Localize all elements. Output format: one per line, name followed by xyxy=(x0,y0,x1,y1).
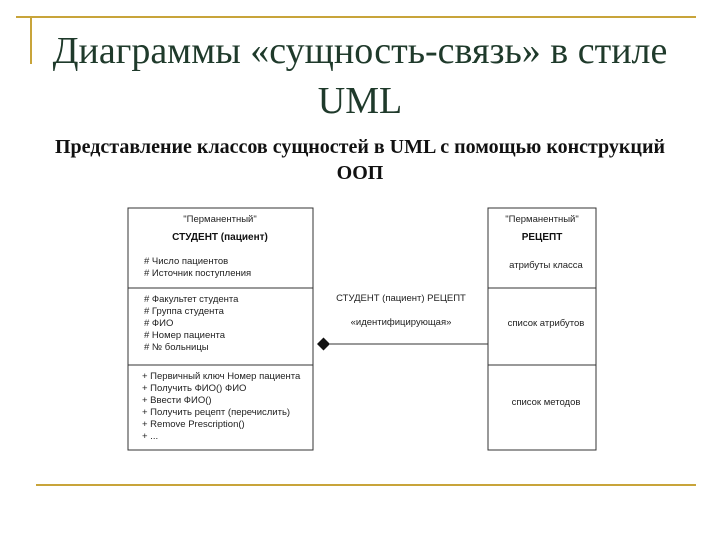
composition-diamond xyxy=(317,338,330,351)
student-attr: # Факультет студента xyxy=(144,294,239,305)
recipe-section-methods: список методов xyxy=(511,397,581,408)
recipe-class-box xyxy=(488,208,596,450)
slide-subtitle: Представление классов сущностей в UML с помощью конструкций ООП xyxy=(55,136,665,184)
student-stereotype: "Перманентный" xyxy=(183,214,257,225)
recipe-section-attrs: список атрибутов xyxy=(507,318,585,329)
student-attr: # Источник поступления xyxy=(144,268,252,279)
student-method: + Первичный ключ Номер пациента xyxy=(142,371,301,382)
student-attr: # № больницы xyxy=(144,342,209,353)
student-attr: # Номер пациента xyxy=(144,330,226,341)
student-method: + Получить ФИО() ФИО xyxy=(142,383,247,394)
recipe-class-name: РЕЦЕПТ xyxy=(521,232,563,243)
student-class-name: СТУДЕНТ (пациент) xyxy=(172,232,268,243)
student-attr: # ФИО xyxy=(144,318,174,329)
recipe-stereotype: "Перманентный" xyxy=(505,214,579,225)
student-method: + Получить рецепт (перечислить) xyxy=(142,407,291,418)
slide-title: Диаграммы «сущность-связь» в стиле UML xyxy=(52,30,668,122)
student-attr: # Число пациентов xyxy=(144,256,229,267)
student-attr: # Группа студента xyxy=(144,306,224,317)
association-stereotype: «идентифицирующая» xyxy=(350,317,452,328)
student-method: + Ввести ФИО() xyxy=(142,395,212,406)
student-method: + Remove Prescription() xyxy=(142,419,245,430)
student-method: + ... xyxy=(142,431,159,442)
association-label: СТУДЕНТ (пациент) РЕЦЕПТ xyxy=(336,293,466,304)
recipe-section-attrs-class: атрибуты класса xyxy=(509,260,583,271)
